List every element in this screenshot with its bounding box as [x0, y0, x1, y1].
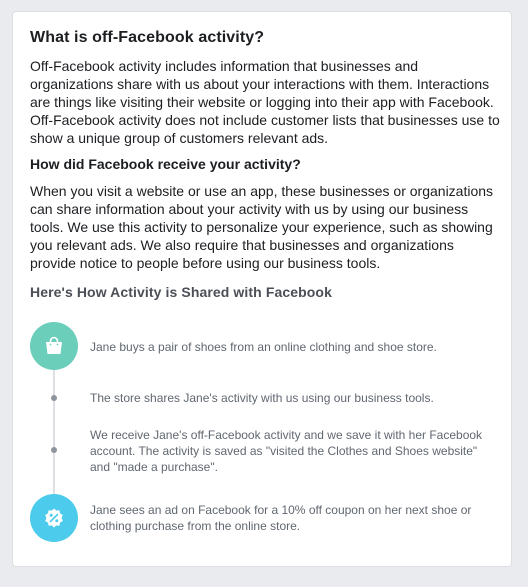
- how-shared-heading: Here's How Activity is Shared with Facebook: [30, 284, 332, 300]
- intro-paragraph: Off-Facebook activity includes information that businesses and organizations share with us about your interactions with them. Interactions are things like visiting their website or logging into their app with Facebook. Off-Facebook activity does not include customer lists that businesses use to show a unique group of customers relevant ads.: [30, 58, 500, 146]
- step-4-text: Jane sees an ad on Facebook for a 10% off coupon on her next shoe or clothing purchase from the online store.: [90, 503, 472, 533]
- timeline-dot: [51, 447, 57, 453]
- percent-badge-icon: [30, 494, 78, 542]
- receive-paragraph: When you visit a website or use an app, these businesses or organizations can share information about your activity with us by using our business tools. We use this activity to personalize your experience, such as showing you relevant ads. We also require that businesses and organizations provide notice to people before using our business tools.: [30, 183, 494, 271]
- shopping-bag-icon: [30, 322, 78, 370]
- info-card: [12, 11, 512, 567]
- step-3-text: We receive Jane's off-Facebook activity and we save it with her Facebook account. The activity is saved as "visited the Clothes and Shoes website" and "made a purchase".: [90, 428, 483, 474]
- card-title: What is off-Facebook activity?: [30, 29, 265, 46]
- timeline-line: [53, 352, 55, 512]
- timeline-dot: [51, 395, 57, 401]
- step-1-text: Jane buys a pair of shoes from an online clothing and shoe store.: [90, 340, 437, 354]
- receive-heading: How did Facebook receive your activity?: [30, 156, 301, 172]
- step-2-text: The store shares Jane's activity with us using our business tools.: [90, 391, 434, 405]
